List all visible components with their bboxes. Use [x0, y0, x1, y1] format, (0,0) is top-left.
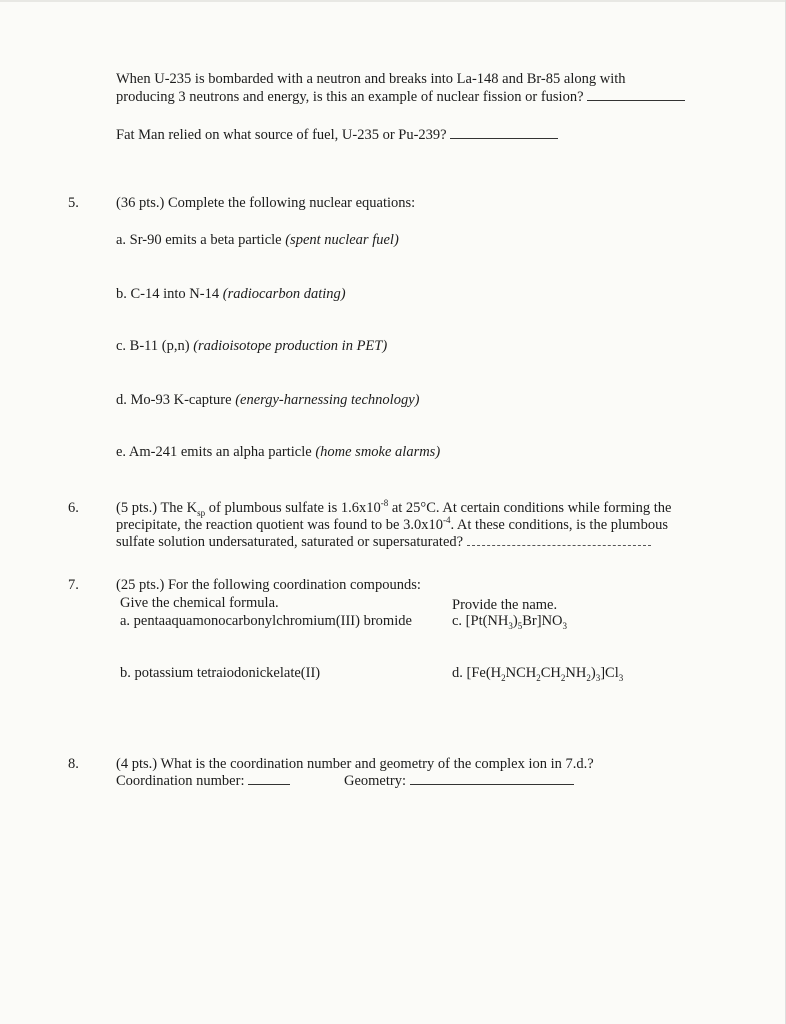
- q5-b-note: (radiocarbon dating): [222, 286, 346, 302]
- q8-geom-blank[interactable]: [410, 772, 574, 785]
- q6-number: 6.: [68, 500, 79, 516]
- fission-question-line2: [116, 88, 685, 106]
- q7-c-sub: 3: [562, 620, 568, 631]
- q7-d-sub: 2: [536, 672, 541, 683]
- q7-c-part: Br]NO: [522, 613, 563, 629]
- q7-right-header: Provide the name.: [452, 597, 558, 613]
- q5-b-text: b. C-14 into N-14: [116, 286, 220, 302]
- q5-item-b: [116, 285, 346, 303]
- q7-item-c: [452, 612, 567, 630]
- fatman-question-text: Fat Man relied on what source of fuel, U-235 or Pu-239?: [116, 127, 447, 143]
- fatman-question: [116, 126, 558, 144]
- q7-c-sub: 5: [517, 620, 523, 631]
- q7-d-part: CH: [540, 665, 561, 681]
- q6-line1: [116, 499, 671, 517]
- q6-line3: [116, 533, 651, 551]
- fission-question-line1: When U-235 is bombarded with a neutron and breaks into La-148 and Br-85 along with: [116, 71, 626, 87]
- q6-l1-a: (5 pts.) The K: [116, 500, 198, 516]
- q6-line2: [116, 516, 668, 534]
- q6-l1-sup: -8: [380, 498, 389, 509]
- q5-number: 5.: [68, 195, 79, 211]
- q8-coordination-row: [116, 772, 290, 790]
- q7-item-d: [452, 664, 623, 682]
- q8-coord-blank[interactable]: [248, 772, 290, 785]
- q6-l1-sub: sp: [197, 507, 206, 518]
- q6-l1-c: at 25°C. At certain conditions while forming the: [388, 500, 672, 516]
- q7-c-part: c. [Pt(NH: [452, 613, 509, 629]
- q5-e-text: e. Am-241 emits an alpha particle: [116, 444, 312, 460]
- q5-c-note: (radioisotope production in PET): [193, 338, 388, 354]
- q7-c-part: ): [512, 613, 518, 629]
- q5-item-d: [116, 391, 419, 409]
- q7-c-sub: 3: [508, 620, 513, 631]
- fission-question-text: producing 3 neutrons and energy, is this an example of nuclear fission or fusion?: [116, 89, 584, 105]
- q7-header: (25 pts.) For the following coordination compounds:: [116, 577, 421, 593]
- q5-item-c: [116, 337, 387, 355]
- q6-l3-text: sulfate solution undersaturated, saturated or supersaturated?: [116, 534, 464, 550]
- q7-d-sub: 2: [560, 672, 566, 683]
- q5-a-note: (spent nuclear fuel): [285, 232, 399, 248]
- q5-c-text: c. B-11 (p,n): [116, 338, 190, 354]
- fatman-answer-blank[interactable]: [450, 126, 558, 139]
- q5-item-e: [116, 443, 440, 461]
- q7-d-sub: 3: [618, 672, 624, 683]
- q5-header: (36 pts.) Complete the following nuclear equations:: [116, 195, 416, 211]
- q7-d-sub: 2: [586, 672, 591, 683]
- q7-left-header: Give the chemical formula.: [120, 595, 279, 611]
- q6-l2-b: . At these conditions, is the plumbous: [450, 517, 668, 533]
- q6-l1-b: of plumbous sulfate is 1.6x10: [205, 500, 381, 516]
- q7-d-sub: 3: [595, 672, 601, 683]
- q7-item-a: a. pentaaquamonocarbonylchromium(III) bromide: [120, 613, 412, 629]
- q7-d-part: d. [Fe(H: [452, 665, 502, 681]
- q7-item-b: b. potassium tetraiodonickelate(II): [120, 665, 321, 681]
- q7-d-sub: 2: [501, 672, 506, 683]
- q5-item-a: [116, 231, 399, 249]
- q7-d-part: NH: [565, 665, 587, 681]
- q8-coord-label: Coordination number:: [116, 773, 245, 789]
- q8-geom-label: Geometry:: [344, 773, 407, 789]
- q5-e-note: (home smoke alarms): [315, 444, 441, 460]
- q8-number: 8.: [68, 756, 79, 772]
- q6-l2-a: precipitate, the reaction quotient was found to be 3.0x10: [116, 517, 443, 533]
- q7-number: 7.: [68, 577, 79, 593]
- q5-d-text: d. Mo-93 K-capture: [116, 392, 232, 408]
- q8-header: (4 pts.) What is the coordination number and geometry of the complex ion in 7.d.?: [116, 756, 594, 772]
- q7-d-part: ]Cl: [600, 665, 619, 681]
- q7-d-part: NCH: [505, 665, 537, 681]
- q8-geometry-row: [344, 772, 574, 790]
- q6-answer-blank[interactable]: [467, 533, 651, 546]
- q5-d-note: (energy-harnessing technology): [235, 392, 420, 408]
- q7-d-part: ): [590, 665, 596, 681]
- q6-l2-sup: -4: [442, 515, 451, 526]
- q5-a-text: a. Sr-90 emits a beta particle: [116, 232, 282, 248]
- fission-answer-blank[interactable]: [587, 88, 685, 101]
- page-top-edge: [0, 0, 786, 2]
